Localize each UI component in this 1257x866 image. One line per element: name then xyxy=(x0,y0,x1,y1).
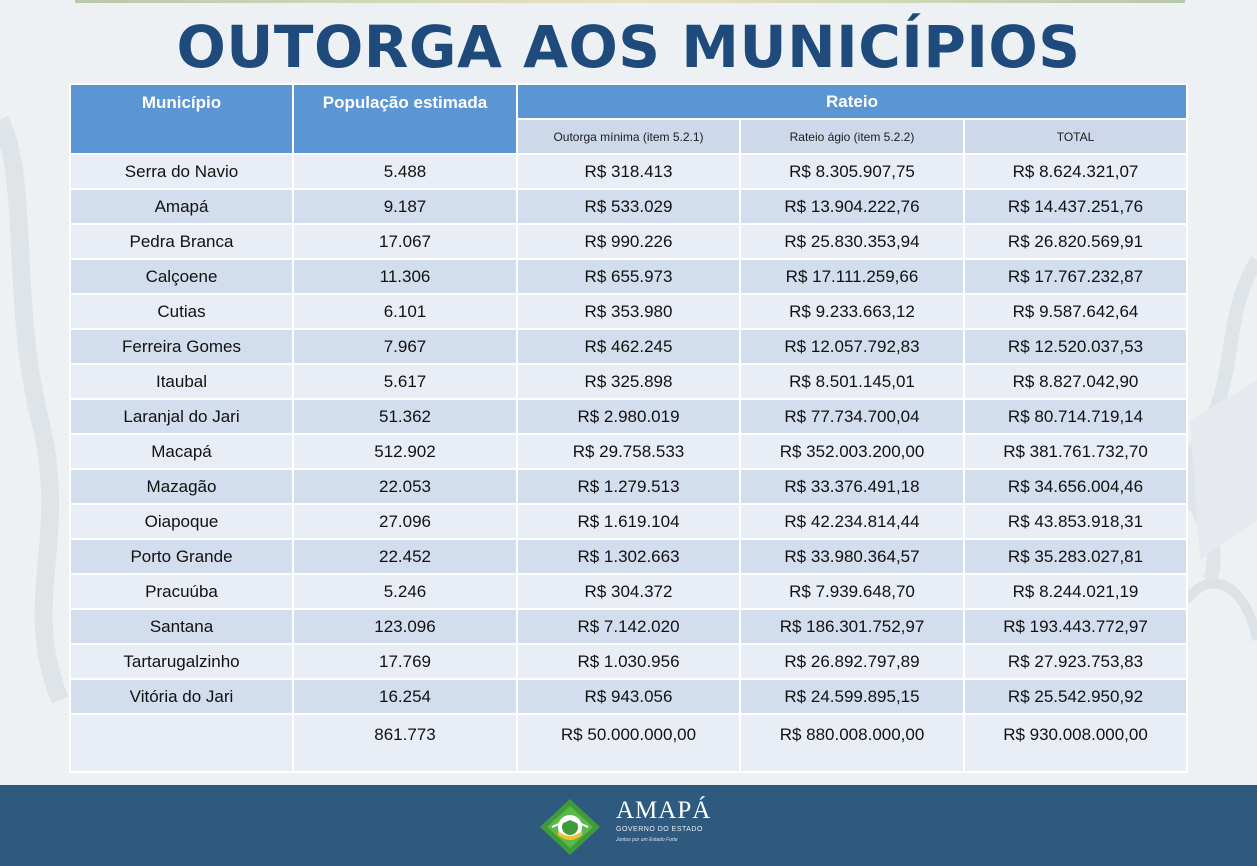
total-outorga-minima: R$ 50.000.000,00 xyxy=(517,714,740,772)
cell-rateio-agio: R$ 33.980.364,57 xyxy=(740,539,964,574)
cell-total: R$ 43.853.918,31 xyxy=(964,504,1187,539)
cell-outorga-minima: R$ 990.226 xyxy=(517,224,740,259)
cell-rateio-agio: R$ 186.301.752,97 xyxy=(740,609,964,644)
logo-subtitle: GOVERNO DO ESTADO xyxy=(616,826,703,833)
cell-populacao: 9.187 xyxy=(293,189,517,224)
cell-municipio: Serra do Navio xyxy=(70,154,293,189)
cell-populacao: 17.067 xyxy=(293,224,517,259)
table-row xyxy=(70,399,1187,434)
cell-outorga-minima: R$ 318.413 xyxy=(517,154,740,189)
cell-municipio: Ferreira Gomes xyxy=(70,329,293,364)
table-row xyxy=(70,679,1187,714)
cell-outorga-minima: R$ 2.980.019 xyxy=(517,399,740,434)
table-row xyxy=(70,539,1187,574)
header-municipio: Município xyxy=(70,84,293,154)
total-populacao: 861.773 xyxy=(293,714,517,772)
cell-municipio: Calçoene xyxy=(70,259,293,294)
header-total: TOTAL xyxy=(964,119,1187,154)
amapa-logo xyxy=(538,797,728,857)
cell-outorga-minima: R$ 533.029 xyxy=(517,189,740,224)
cell-total: R$ 8.827.042,90 xyxy=(964,364,1187,399)
cell-outorga-minima: R$ 353.980 xyxy=(517,294,740,329)
cell-rateio-agio: R$ 8.305.907,75 xyxy=(740,154,964,189)
cell-populacao: 27.096 xyxy=(293,504,517,539)
cell-populacao: 51.362 xyxy=(293,399,517,434)
cell-total: R$ 26.820.569,91 xyxy=(964,224,1187,259)
cell-outorga-minima: R$ 1.302.663 xyxy=(517,539,740,574)
table-row xyxy=(70,504,1187,539)
cell-populacao: 7.967 xyxy=(293,329,517,364)
cell-populacao: 5.617 xyxy=(293,364,517,399)
cell-populacao: 123.096 xyxy=(293,609,517,644)
table-row xyxy=(70,294,1187,329)
cell-municipio: Mazagão xyxy=(70,469,293,504)
cell-total: R$ 9.587.642,64 xyxy=(964,294,1187,329)
logo-name: AMAPÁ xyxy=(616,797,712,824)
cell-municipio: Oiapoque xyxy=(70,504,293,539)
table-header-row xyxy=(70,84,1187,119)
cell-outorga-minima: R$ 462.245 xyxy=(517,329,740,364)
table-row xyxy=(70,434,1187,469)
cell-municipio: Laranjal do Jari xyxy=(70,399,293,434)
cell-rateio-agio: R$ 33.376.491,18 xyxy=(740,469,964,504)
cell-rateio-agio: R$ 17.111.259,66 xyxy=(740,259,964,294)
table-row xyxy=(70,469,1187,504)
table-row xyxy=(70,189,1187,224)
header-outorga-minima: Outorga mínima (item 5.2.1) xyxy=(517,119,740,154)
cell-populacao: 22.452 xyxy=(293,539,517,574)
cell-rateio-agio: R$ 12.057.792,83 xyxy=(740,329,964,364)
cell-rateio-agio: R$ 7.939.648,70 xyxy=(740,574,964,609)
cell-total: R$ 14.437.251,76 xyxy=(964,189,1187,224)
cell-municipio: Macapá xyxy=(70,434,293,469)
cell-populacao: 5.246 xyxy=(293,574,517,609)
top-accent-line xyxy=(75,0,1185,3)
cell-total: R$ 25.542.950,92 xyxy=(964,679,1187,714)
cell-total: R$ 27.923.753,83 xyxy=(964,644,1187,679)
cell-total: R$ 8.624.321,07 xyxy=(964,154,1187,189)
cell-rateio-agio: R$ 9.233.663,12 xyxy=(740,294,964,329)
table-row xyxy=(70,329,1187,364)
table-row xyxy=(70,609,1187,644)
cell-outorga-minima: R$ 325.898 xyxy=(517,364,740,399)
logo-slogan: Juntos por um Estado Forte xyxy=(616,837,678,843)
cell-outorga-minima: R$ 1.030.956 xyxy=(517,644,740,679)
cell-rateio-agio: R$ 352.003.200,00 xyxy=(740,434,964,469)
cell-outorga-minima: R$ 1.619.104 xyxy=(517,504,740,539)
cell-rateio-agio: R$ 25.830.353,94 xyxy=(740,224,964,259)
cell-populacao: 5.488 xyxy=(293,154,517,189)
cell-outorga-minima: R$ 7.142.020 xyxy=(517,609,740,644)
cell-rateio-agio: R$ 13.904.222,76 xyxy=(740,189,964,224)
table-row xyxy=(70,644,1187,679)
cell-total: R$ 17.767.232,87 xyxy=(964,259,1187,294)
cell-municipio: Porto Grande xyxy=(70,539,293,574)
header-rateio-agio: Rateio ágio (item 5.2.2) xyxy=(740,119,964,154)
cell-outorga-minima: R$ 655.973 xyxy=(517,259,740,294)
municipalities-table xyxy=(69,83,1188,773)
cell-total: R$ 193.443.772,97 xyxy=(964,609,1187,644)
table-row xyxy=(70,364,1187,399)
total-rateio-agio: R$ 880.008.000,00 xyxy=(740,714,964,772)
table-row xyxy=(70,154,1187,189)
cell-municipio: Santana xyxy=(70,609,293,644)
table-totals-row xyxy=(70,714,1187,772)
amapa-emblem-icon xyxy=(538,797,602,857)
cell-populacao: 512.902 xyxy=(293,434,517,469)
cell-outorga-minima: R$ 304.372 xyxy=(517,574,740,609)
cell-rateio-agio: R$ 77.734.700,04 xyxy=(740,399,964,434)
table-row xyxy=(70,574,1187,609)
cell-municipio: Itaubal xyxy=(70,364,293,399)
cell-municipio: Amapá xyxy=(70,189,293,224)
header-rateio: Rateio xyxy=(517,84,1187,119)
cell-rateio-agio: R$ 8.501.145,01 xyxy=(740,364,964,399)
cell-populacao: 6.101 xyxy=(293,294,517,329)
cell-total: R$ 35.283.027,81 xyxy=(964,539,1187,574)
cell-outorga-minima: R$ 1.279.513 xyxy=(517,469,740,504)
cell-rateio-agio: R$ 42.234.814,44 xyxy=(740,504,964,539)
total-total: R$ 930.008.000,00 xyxy=(964,714,1187,772)
cell-populacao: 11.306 xyxy=(293,259,517,294)
page-title: OUTORGA AOS MUNICÍPIOS xyxy=(176,13,1081,81)
cell-populacao: 17.769 xyxy=(293,644,517,679)
cell-total: R$ 34.656.004,46 xyxy=(964,469,1187,504)
cell-populacao: 22.053 xyxy=(293,469,517,504)
cell-municipio: Cutias xyxy=(70,294,293,329)
cell-municipio: Pracuúba xyxy=(70,574,293,609)
cell-rateio-agio: R$ 26.892.797,89 xyxy=(740,644,964,679)
cell-total: R$ 12.520.037,53 xyxy=(964,329,1187,364)
cell-total: R$ 8.244.021,19 xyxy=(964,574,1187,609)
cell-municipio: Tartarugalzinho xyxy=(70,644,293,679)
table-body xyxy=(70,154,1187,772)
cell-municipio: Pedra Branca xyxy=(70,224,293,259)
cell-outorga-minima: R$ 29.758.533 xyxy=(517,434,740,469)
header-populacao: População estimada xyxy=(293,84,517,154)
cell-municipio: Vitória do Jari xyxy=(70,679,293,714)
cell-total: R$ 381.761.732,70 xyxy=(964,434,1187,469)
cell-rateio-agio: R$ 24.599.895,15 xyxy=(740,679,964,714)
table-row xyxy=(70,259,1187,294)
cell-total: R$ 80.714.719,14 xyxy=(964,399,1187,434)
table-row xyxy=(70,224,1187,259)
total-label xyxy=(70,714,293,772)
cell-outorga-minima: R$ 943.056 xyxy=(517,679,740,714)
cell-populacao: 16.254 xyxy=(293,679,517,714)
